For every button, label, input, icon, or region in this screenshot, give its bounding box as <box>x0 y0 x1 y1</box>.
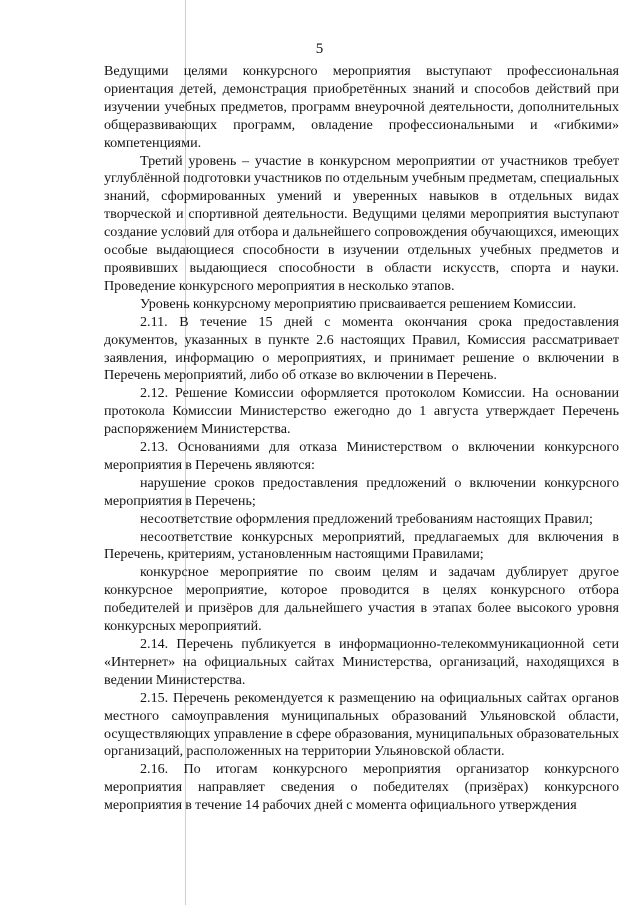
paragraph: 2.15. Перечень рекомендуется к размещению на официальных сайтах органов местного самоуправления муниципальных образований Ульяновской области, осуществляющих управление в сфере образования, муниципальных образовательных организаций, расположенных на территории Ульяновской области. <box>104 689 619 760</box>
paragraph: 2.14. Перечень публикуется в информационно-телекоммуникационной сети «Интернет» на официальных сайтах Министерства, организаций, находящихся в ведении Министерства. <box>104 636 619 688</box>
page-number: 5 <box>315 41 324 57</box>
paragraph: Уровень конкурсному мероприятию присваивается решением Комиссии. <box>140 295 577 312</box>
paragraph: нарушение сроков предоставления предложений о включении конкурсного мероприятия в Перечень; <box>104 474 619 509</box>
paragraph: несоответствие конкурсных мероприятий, предлагаемых для включения в Перечень, критериям, установленным настоящими Правилами; <box>104 528 619 563</box>
document-body <box>104 63 619 815</box>
paragraph: Третий уровень – участие в конкурсном мероприятии от участников требует углублённой подготовки участников по отдельным учебным предметам, специальных знаний, сформированных умений и уверенных навыков в отдельных видах творческой и спортивной деятельности. Ведущими целями мероприятия выступают создание условий для отбора и дальнейшего сопровождения обучающихся, имеющих особые выдающиеся способности в изучении отдельных учебных предметов и проявивших выдающиеся способности в области искусств, спорта и науки. Проведение конкурсного мероприятия в несколько этапов. <box>104 152 619 294</box>
paragraph: 2.13. Основаниями для отказа Министерством о включении конкурсного мероприятия в Перечень являются: <box>104 439 619 473</box>
paragraph: конкурсное мероприятие по своим целям и задачам дублирует другое конкурсное мероприятие, которое проводится в целях конкурсного отбора победителей и призёров для дальнейшего участия в этапах более высокого уровня конкурсных мероприятий. <box>104 564 619 635</box>
paragraph: 2.12. Решение Комиссии оформляется протоколом Комиссии. На основании протокола Комиссии Министерство ежегодно до 1 августа утверждает Перечень распоряжением Министерства. <box>104 385 619 438</box>
paragraph: Ведущими целями конкурсного мероприятия выступают профессиональная ориентация детей, демонстрация приобретённых знаний и способов действий при изучении учебных предметов, программ внеурочной деятельности, дополнительных общеразвивающих программ, овладение профессиональными и «гибкими» компетенциями. <box>104 63 619 151</box>
paragraph: несоответствие оформления предложений требованиям настоящих Правил; <box>140 510 593 527</box>
paragraph: 2.11. В течение 15 дней с момента окончания срока предоставления документов, указанных в пункте 2.6 настоящих Правил, Комиссия рассматривает заявления, информацию о мероприятиях, и принимает решение о включении в Перечень мероприятий, либо об отказе во включении в Перечень. <box>104 313 619 384</box>
paragraph: 2.16. По итогам конкурсного мероприятия организатор конкурсного мероприятия направляет сведения о победителях (призёрах) конкурсного мероприятия в течение 14 рабочих дней с момента официального утверждения <box>104 761 619 814</box>
